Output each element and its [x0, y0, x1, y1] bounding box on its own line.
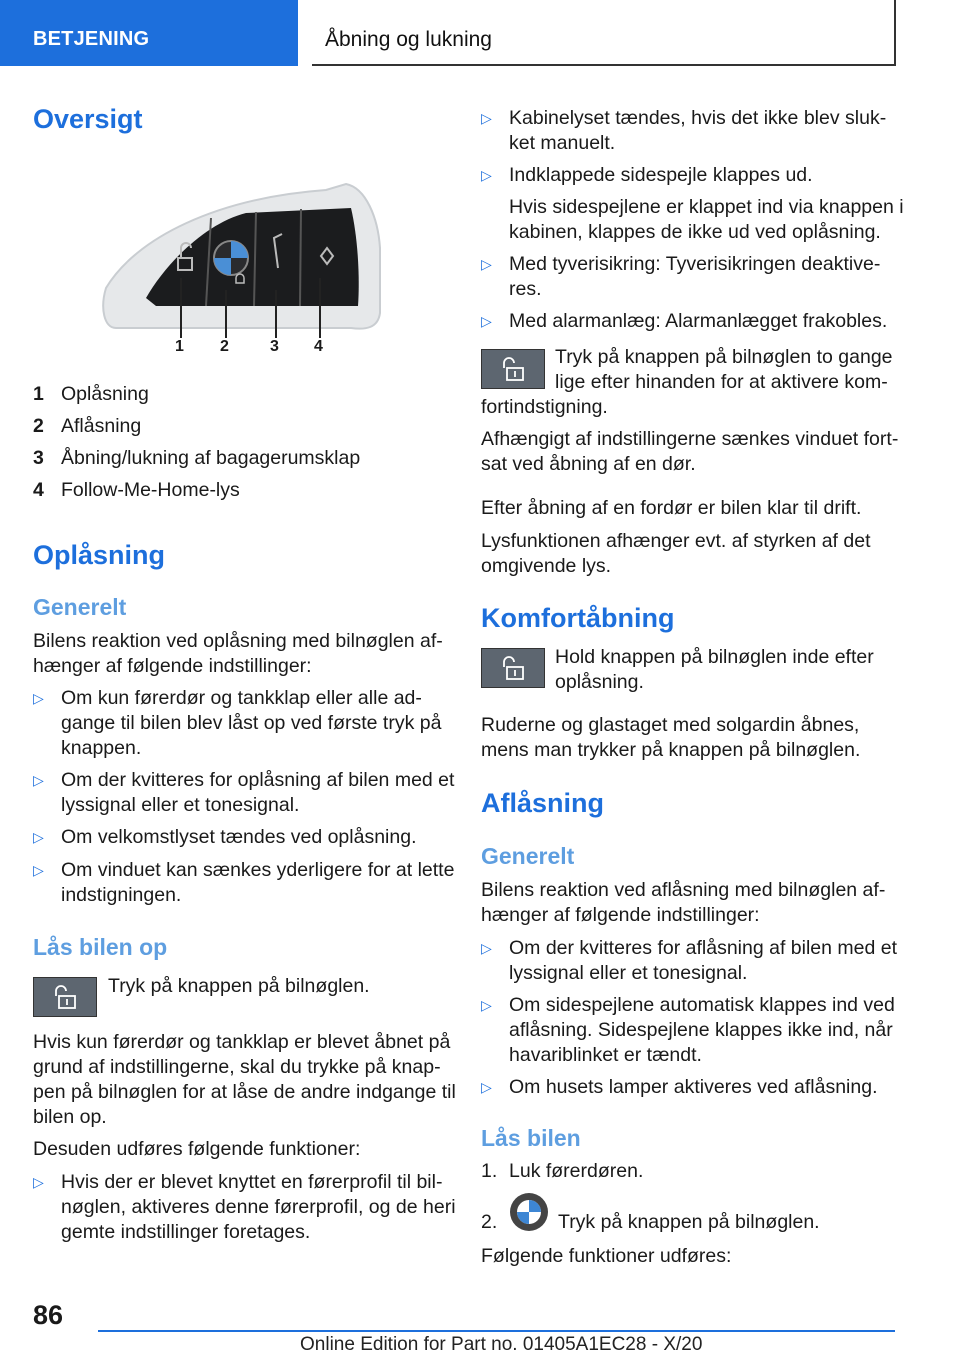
- figure-label-3: 3: [270, 338, 279, 355]
- legend-text: Aflåsning: [61, 415, 142, 437]
- unlock-button-icon: [481, 349, 545, 389]
- paragraph: Lysfunktionen afhænger evt. af styrken af det omgivende lys.: [481, 530, 871, 577]
- paragraph: Hold knappen på bilnøglen inde efter oplåsning.: [555, 646, 874, 693]
- unlock-button-icon: [481, 648, 545, 688]
- paragraph: Bilens reaktion ved oplåsning med bilnøglen af-: [33, 630, 443, 652]
- paragraph: Hvis kun førerdør og tankklap er blevet åbnet på grund af indstillingerne, skal du trykke på knap- pen på bilnøglen for at låse de andre indgange til bilen op.: [33, 1031, 456, 1128]
- figure-label-1: 1: [175, 338, 184, 355]
- unlock-button-icon: [33, 977, 97, 1017]
- legend-number: 3: [33, 447, 44, 469]
- legend-text: Åbning/lukning af bagagerumsklap: [61, 447, 361, 469]
- legend-text: Oplåsning: [61, 383, 149, 405]
- legend-number: 2: [33, 415, 44, 437]
- legend-text: Follow-Me-Home-lys: [61, 479, 240, 501]
- section-label: BETJENING: [33, 28, 150, 50]
- figure-label-4: 4: [314, 338, 323, 355]
- paragraph: fortindstigning.: [481, 396, 608, 418]
- paragraph: Desuden udføres følgende funktioner:: [33, 1138, 361, 1160]
- legend-number: 4: [33, 479, 44, 501]
- step-text: Luk førerdøren.: [509, 1160, 644, 1182]
- page-number: 86: [33, 1300, 64, 1330]
- paragraph: Tryk på knappen på bilnøglen.: [108, 975, 370, 997]
- triangle-bullet-icon: ▷: [33, 690, 44, 706]
- triangle-bullet-icon: ▷: [33, 1174, 44, 1190]
- step-number: 1.: [481, 1160, 498, 1182]
- triangle-bullet-icon: ▷: [481, 997, 492, 1013]
- step-text: Tryk på knappen på bilnøglen.: [558, 1211, 820, 1233]
- paragraph: Efter åbning af en fordør er bilen klar til drift.: [481, 497, 862, 519]
- triangle-bullet-icon: ▷: [481, 1079, 492, 1095]
- figure-label-2: 2: [220, 338, 229, 355]
- triangle-bullet-icon: ▷: [33, 772, 44, 788]
- triangle-bullet-icon: ▷: [481, 313, 492, 329]
- paragraph: Afhængigt af indstillingerne sænkes vinduet fort- sat ved åbning af en dør.: [481, 428, 899, 475]
- heading-generelt: Generelt: [33, 594, 127, 620]
- footer-edition: Online Edition for Part no. 01405A1EC28 - X/20: [300, 1334, 703, 1355]
- legend-number: 1: [33, 383, 44, 405]
- paragraph: hænger af følgende indstillinger:: [33, 655, 312, 677]
- heading-generelt: Generelt: [481, 843, 575, 869]
- triangle-bullet-icon: ▷: [481, 256, 492, 272]
- paragraph: Hvis sidespejlene er klappet ind via knappen i kabinen, klappes de ikke ud ved oplåsning.: [509, 196, 904, 243]
- heading-laas-bilen: Lås bilen: [481, 1125, 581, 1151]
- triangle-bullet-icon: ▷: [481, 940, 492, 956]
- section-tab: [0, 0, 298, 66]
- footer-divider: [98, 1330, 895, 1332]
- step-number: 2.: [481, 1211, 498, 1233]
- paragraph: Tryk på knappen på bilnøglen to gange lige efter hinanden for at aktivere kom-: [555, 346, 893, 393]
- heading-komfortabning: Komfortåbning: [481, 603, 675, 633]
- triangle-bullet-icon: ▷: [481, 110, 492, 126]
- heading-laas-op: Lås bilen op: [33, 934, 168, 960]
- triangle-bullet-icon: ▷: [481, 167, 492, 183]
- chapter-title: Åbning og lukning: [325, 28, 492, 51]
- bmw-logo-icon: [509, 1192, 549, 1232]
- paragraph: Ruderne og glastaget med solgardin åbnes, mens man trykker på knappen på bilnøglen.: [481, 714, 861, 761]
- key-fob-illustration: [96, 178, 386, 358]
- triangle-bullet-icon: ▷: [33, 829, 44, 845]
- heading-oplasning: Oplåsning: [33, 540, 166, 570]
- paragraph: Bilens reaktion ved aflåsning med bilnøglen af- hænger af følgende indstillinger:: [481, 879, 886, 926]
- chapter-header: [312, 0, 896, 66]
- triangle-bullet-icon: ▷: [33, 862, 44, 878]
- paragraph: Følgende funktioner udføres:: [481, 1245, 732, 1267]
- heading-aflasning: Aflåsning: [481, 788, 605, 818]
- heading-oversigt: Oversigt: [33, 104, 143, 134]
